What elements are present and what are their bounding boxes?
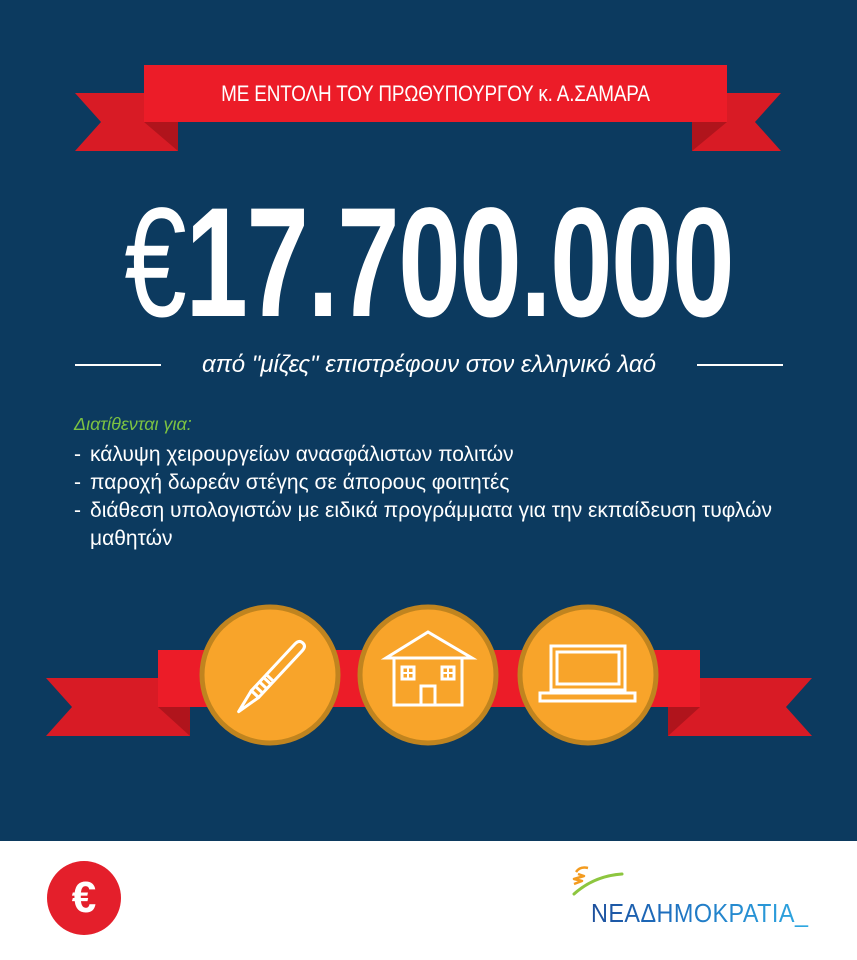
dash: - [74, 443, 81, 466]
left-divider [75, 364, 161, 366]
list-item-text: κάλυψη χειρουργείων ανασφάλιστων πολιτών [90, 443, 514, 466]
list-item-text: διάθεση υπολογιστών με ειδικά προγράμματα για την εκπαίδευση τυφλών μαθητών [90, 499, 772, 550]
house-circle [360, 607, 496, 743]
uses-heading: Διατίθενται για: [74, 414, 192, 434]
party-logo [560, 860, 820, 930]
uses-list [74, 414, 814, 553]
list-item [74, 469, 814, 497]
dash: - [74, 499, 81, 522]
list-item [74, 441, 814, 469]
laptop-circle [520, 607, 656, 743]
amount-headline [0, 176, 857, 350]
amount-value: 17.700.000 [185, 176, 733, 350]
list-item-text: παροχή δωρεάν στέγης σε άπορους φοιτητές [90, 471, 510, 494]
subtitle-row [75, 348, 783, 382]
logo-swoosh-icon [560, 860, 660, 900]
euro-badge-icon: € [47, 861, 121, 935]
dash: - [74, 471, 81, 494]
right-divider [697, 364, 783, 366]
list-item [74, 497, 814, 553]
currency-symbol: € [124, 176, 186, 350]
logo-text: ΝΕΑΔΗΜΟΚΡΑΤΙΑ_ [591, 898, 809, 928]
subtitle: από "μίζες" επιστρέφουν στον ελληνικό λαό [202, 351, 656, 378]
banner-title: ΜΕ ΕΝΤΟΛΗ ΤΟΥ ΠΡΩΘΥΠΟΥΡΓΟΥ κ. Α.ΣΑΜΑΡΑ [221, 80, 650, 106]
scalpel-circle [202, 607, 338, 743]
